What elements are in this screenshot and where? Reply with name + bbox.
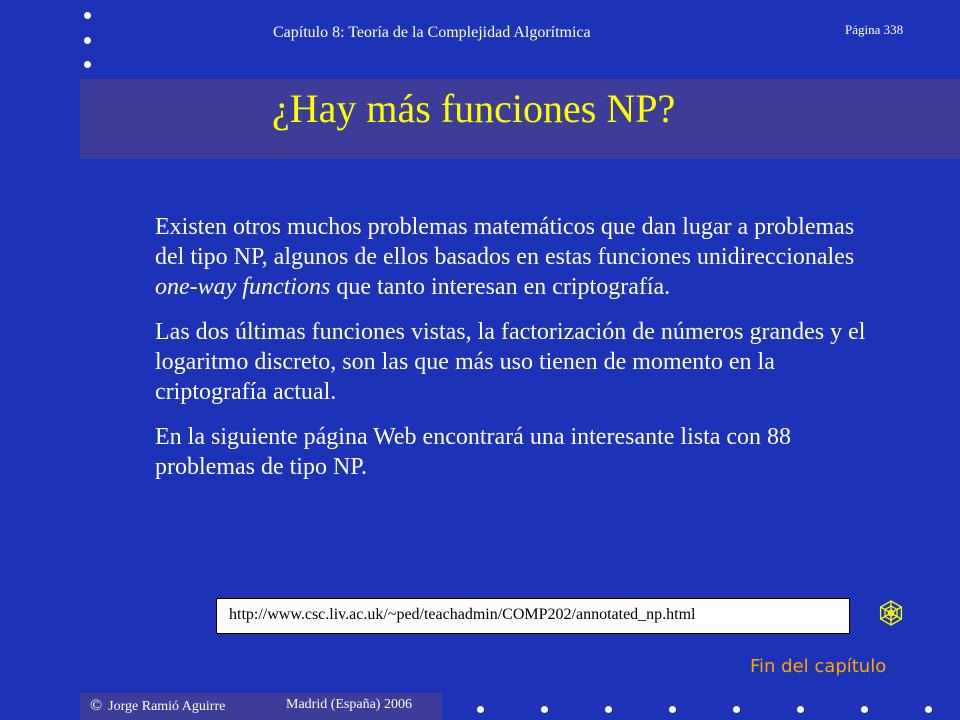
decor-dot <box>925 706 932 713</box>
copyright <box>90 697 225 715</box>
chapter-heading: Capítulo 8: Teoría de la Complejidad Algorítmica <box>273 24 591 41</box>
decor-dot <box>84 61 91 68</box>
paragraph: En la siguiente página Web encontrará una interesante lista con 88 problemas de tipo NP. <box>155 424 792 480</box>
emphasis-text: one-way functions <box>155 274 331 300</box>
decor-dot <box>477 706 484 713</box>
title-band <box>80 79 960 159</box>
url-link[interactable]: http://www.csc.liv.ac.uk/~ped/teachadmin/COMP202/annotated_np.html <box>229 606 696 623</box>
body-text <box>155 212 875 497</box>
decor-dot <box>669 706 676 713</box>
footer-band <box>80 693 442 720</box>
place-year: Madrid (España) 2006 <box>286 697 412 712</box>
spider-web-icon[interactable] <box>876 598 906 628</box>
decor-dot <box>861 706 868 713</box>
decor-dot <box>84 12 91 19</box>
url-link-box[interactable] <box>216 598 850 634</box>
author: Jorge Ramió Aguirre <box>108 699 226 714</box>
copyright-icon: © <box>90 697 103 714</box>
slide-title: ¿Hay más funciones NP? <box>272 86 676 131</box>
decor-dot <box>541 706 548 713</box>
decor-dot <box>733 706 740 713</box>
decor-dot <box>605 706 612 713</box>
end-of-chapter-label: Fin del capítulo <box>750 656 887 677</box>
paragraph <box>155 212 875 302</box>
paragraph-text: que tanto interesan en criptografía. <box>330 274 671 300</box>
decor-dot <box>84 37 91 44</box>
paragraph: Las dos últimas funciones vistas, la factorización de números grandes y el logaritmo discreto, son las que más uso tienen de momento en la criptografía actual. <box>155 319 866 405</box>
decor-dot <box>797 706 804 713</box>
paragraph-text: Existen otros muchos problemas matemáticos que dan lugar a problemas del tipo NP, algunos de ellos basados en estas funciones unidireccionales <box>155 214 855 270</box>
page-number: Página 338 <box>845 22 904 37</box>
